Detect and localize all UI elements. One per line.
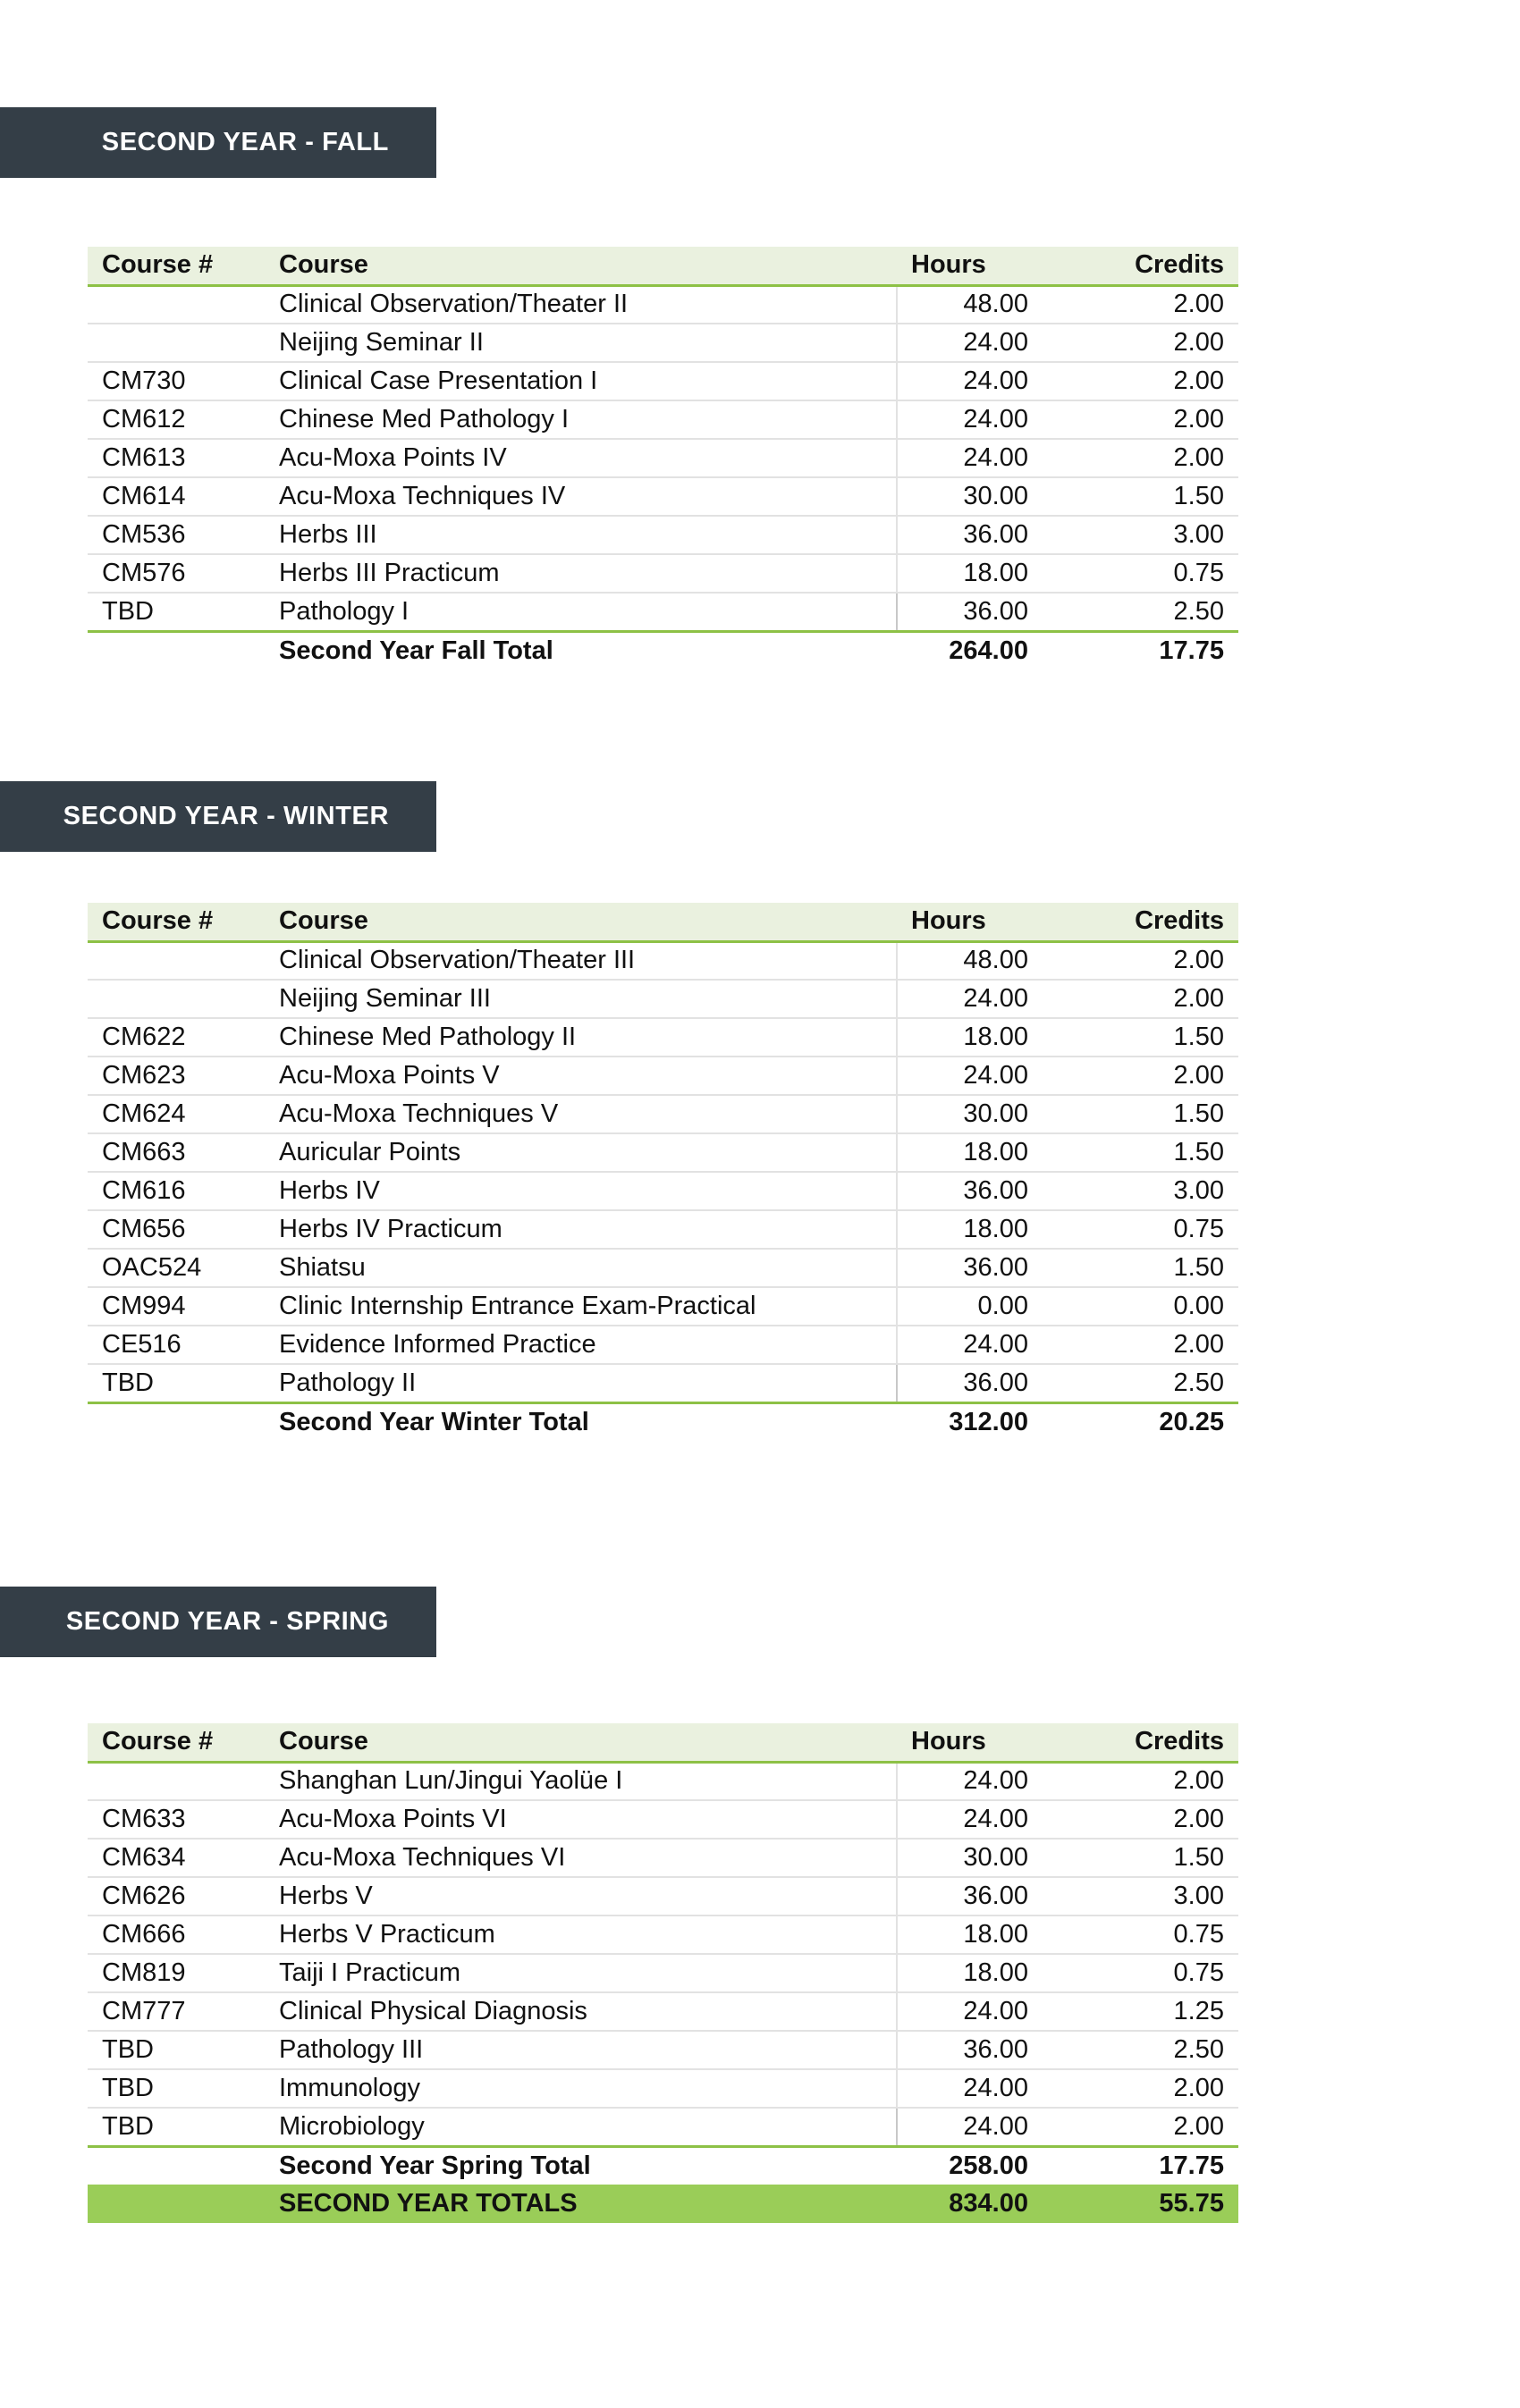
course-name: Acu-Moxa Points V: [265, 1057, 897, 1095]
table-row: [88, 1210, 1238, 1249]
course-hours: 36.00: [897, 2031, 1043, 2069]
section-banner-spring: [0, 1587, 436, 1657]
course-table-fall: [88, 247, 1238, 669]
course-hours: 24.00: [897, 324, 1043, 362]
course-name: Auricular Points: [265, 1133, 897, 1172]
course-hours: 18.00: [897, 1133, 1043, 1172]
course-credits: 2.00: [1043, 1057, 1238, 1095]
course-number: TBD: [88, 593, 265, 631]
course-credits: 1.50: [1043, 1133, 1238, 1172]
course-number: CM994: [88, 1287, 265, 1326]
table-row: [88, 2108, 1238, 2146]
course-hours: 24.00: [897, 980, 1043, 1018]
course-hours: 24.00: [897, 2069, 1043, 2108]
course-credits: 3.00: [1043, 1172, 1238, 1210]
course-number: CM616: [88, 1172, 265, 1210]
col-header-hours: Hours: [897, 903, 1043, 941]
section-banner-fall: [0, 107, 436, 178]
course-number: [88, 324, 265, 362]
table-row: [88, 2069, 1238, 2108]
total-credits: 17.75: [1159, 636, 1224, 665]
course-name: Acu-Moxa Techniques IV: [265, 477, 897, 516]
course-hours: 36.00: [897, 1877, 1043, 1915]
course-hours: 30.00: [897, 1839, 1043, 1877]
table-row: [88, 1992, 1238, 2031]
grand-total-label: SECOND YEAR TOTALS: [265, 2185, 897, 2223]
col-header-course-num: Course #: [88, 903, 265, 941]
course-name: Herbs IV: [265, 1172, 897, 1210]
course-number: CM613: [88, 439, 265, 477]
course-table-winter: [88, 903, 1238, 1441]
course-number: [88, 1762, 265, 1800]
course-hours: 18.00: [897, 1915, 1043, 1954]
col-header-course: Course: [265, 1723, 897, 1762]
course-name: Neijing Seminar II: [265, 324, 897, 362]
section-title-spring: SECOND YEAR - SPRING: [65, 1607, 389, 1636]
course-name: Clinical Observation/Theater II: [265, 285, 897, 324]
course-credits: 0.00: [1043, 1287, 1238, 1326]
course-number: CM622: [88, 1018, 265, 1057]
course-name: Shanghan Lun/Jingui Yaolüe I: [265, 1762, 897, 1800]
course-name: Acu-Moxa Points VI: [265, 1800, 897, 1839]
course-number: CM777: [88, 1992, 265, 2031]
table-row: [88, 1095, 1238, 1133]
course-number: CM663: [88, 1133, 265, 1172]
table-header-row: [88, 903, 1238, 941]
course-name: Herbs III Practicum: [265, 554, 897, 593]
course-number: CM624: [88, 1095, 265, 1133]
grand-total-credits: 55.75: [1043, 2185, 1238, 2223]
section-title-winter: SECOND YEAR - WINTER: [63, 802, 389, 830]
course-hours: 18.00: [897, 1210, 1043, 1249]
course-number: CM576: [88, 554, 265, 593]
course-number: CM666: [88, 1915, 265, 1954]
course-hours: 36.00: [897, 1249, 1043, 1287]
course-credits: 2.00: [1043, 400, 1238, 439]
total-row-fall: [88, 631, 1238, 669]
total-hours: 258.00: [949, 2151, 1028, 2180]
course-credits: 2.00: [1043, 362, 1238, 400]
total-hours: 264.00: [949, 636, 1028, 665]
table-row: [88, 1018, 1238, 1057]
course-number: CE516: [88, 1326, 265, 1364]
course-hours: 36.00: [897, 516, 1043, 554]
col-header-course-num: Course #: [88, 247, 265, 285]
course-credits: 1.50: [1043, 1249, 1238, 1287]
course-hours: 36.00: [897, 1364, 1043, 1402]
grand-total-hours: 834.00: [897, 2185, 1043, 2223]
table-header-row: [88, 1723, 1238, 1762]
course-credits: 1.50: [1043, 1095, 1238, 1133]
table-row: [88, 1249, 1238, 1287]
course-hours: 24.00: [897, 1762, 1043, 1800]
table-row: [88, 362, 1238, 400]
course-name: Neijing Seminar III: [265, 980, 897, 1018]
col-header-hours: Hours: [897, 1723, 1043, 1762]
course-credits: 2.00: [1043, 1326, 1238, 1364]
total-label: Second Year Winter Total: [279, 1407, 589, 1436]
course-credits: 1.50: [1043, 1839, 1238, 1877]
course-hours: 18.00: [897, 1954, 1043, 1992]
course-name: Clinical Case Presentation I: [265, 362, 897, 400]
course-number: CM614: [88, 477, 265, 516]
course-credits: 0.75: [1043, 1210, 1238, 1249]
course-hours: 24.00: [897, 400, 1043, 439]
course-hours: 24.00: [897, 362, 1043, 400]
table-row: [88, 439, 1238, 477]
course-number: CM626: [88, 1877, 265, 1915]
course-credits: 2.00: [1043, 1762, 1238, 1800]
course-hours: 0.00: [897, 1287, 1043, 1326]
course-name: Microbiology: [265, 2108, 897, 2146]
table-row: [88, 1877, 1238, 1915]
total-hours: 312.00: [949, 1407, 1028, 1436]
course-credits: 2.00: [1043, 439, 1238, 477]
table-row: [88, 1172, 1238, 1210]
table-row: [88, 1287, 1238, 1326]
course-number: CM730: [88, 362, 265, 400]
col-header-course-num: Course #: [88, 1723, 265, 1762]
course-number: [88, 941, 265, 980]
course-hours: 24.00: [897, 439, 1043, 477]
course-credits: 0.75: [1043, 1915, 1238, 1954]
course-name: Clinic Internship Entrance Exam-Practical: [265, 1287, 897, 1326]
course-hours: 18.00: [897, 1018, 1043, 1057]
course-hours: 30.00: [897, 477, 1043, 516]
course-number: CM633: [88, 1800, 265, 1839]
course-name: Acu-Moxa Techniques V: [265, 1095, 897, 1133]
table-row: [88, 593, 1238, 631]
course-name: Herbs III: [265, 516, 897, 554]
col-header-credits: Credits: [1043, 1723, 1238, 1762]
course-name: Herbs V Practicum: [265, 1915, 897, 1954]
grand-total-row: [88, 2185, 1238, 2223]
table-row: [88, 1800, 1238, 1839]
table-row: [88, 2031, 1238, 2069]
course-name: Clinical Observation/Theater III: [265, 941, 897, 980]
course-name: Herbs V: [265, 1877, 897, 1915]
course-number: OAC524: [88, 1249, 265, 1287]
table-row: [88, 1762, 1238, 1800]
course-hours: 30.00: [897, 1095, 1043, 1133]
table-row: [88, 324, 1238, 362]
table-row: [88, 1364, 1238, 1402]
course-number: TBD: [88, 2108, 265, 2146]
total-row-winter: [88, 1402, 1238, 1441]
course-name: Shiatsu: [265, 1249, 897, 1287]
course-credits: 2.50: [1043, 593, 1238, 631]
col-header-course: Course: [265, 903, 897, 941]
col-header-credits: Credits: [1043, 247, 1238, 285]
course-hours: 24.00: [897, 1992, 1043, 2031]
course-number: CM623: [88, 1057, 265, 1095]
course-credits: 2.50: [1043, 2031, 1238, 2069]
course-credits: 2.00: [1043, 285, 1238, 324]
table-row: [88, 1954, 1238, 1992]
course-number: [88, 980, 265, 1018]
table-row: [88, 400, 1238, 439]
course-hours: 48.00: [897, 285, 1043, 324]
course-credits: 2.00: [1043, 1800, 1238, 1839]
course-number: CM536: [88, 516, 265, 554]
course-hours: 24.00: [897, 1057, 1043, 1095]
table-row: [88, 1133, 1238, 1172]
course-name: Immunology: [265, 2069, 897, 2108]
table-row: [88, 1839, 1238, 1877]
course-name: Chinese Med Pathology II: [265, 1018, 897, 1057]
course-number: TBD: [88, 2069, 265, 2108]
course-name: Pathology I: [265, 593, 897, 631]
course-name: Pathology II: [265, 1364, 897, 1402]
table-header-row: [88, 247, 1238, 285]
total-row-spring: [88, 2146, 1238, 2185]
table-row: [88, 980, 1238, 1018]
course-name: Pathology III: [265, 2031, 897, 2069]
total-label: Second Year Spring Total: [279, 2151, 591, 2180]
course-name: Clinical Physical Diagnosis: [265, 1992, 897, 2031]
col-header-credits: Credits: [1043, 903, 1238, 941]
course-hours: 36.00: [897, 593, 1043, 631]
course-credits: 3.00: [1043, 516, 1238, 554]
course-name: Herbs IV Practicum: [265, 1210, 897, 1249]
course-name: Acu-Moxa Points IV: [265, 439, 897, 477]
course-number: TBD: [88, 1364, 265, 1402]
course-credits: 1.50: [1043, 477, 1238, 516]
table-row: [88, 941, 1238, 980]
course-credits: 1.25: [1043, 1992, 1238, 2031]
course-credits: 2.00: [1043, 324, 1238, 362]
table-row: [88, 1326, 1238, 1364]
course-number: CM612: [88, 400, 265, 439]
table-row: [88, 1057, 1238, 1095]
total-credits: 17.75: [1159, 2151, 1224, 2180]
course-name: Chinese Med Pathology I: [265, 400, 897, 439]
course-hours: 48.00: [897, 941, 1043, 980]
course-credits: 0.75: [1043, 1954, 1238, 1992]
course-number: [88, 285, 265, 324]
section-title-fall: SECOND YEAR - FALL: [101, 128, 389, 156]
course-name: Taiji I Practicum: [265, 1954, 897, 1992]
course-number: CM634: [88, 1839, 265, 1877]
course-credits: 2.50: [1043, 1364, 1238, 1402]
total-label: Second Year Fall Total: [279, 636, 553, 665]
course-hours: 24.00: [897, 1800, 1043, 1839]
total-credits: 20.25: [1159, 1407, 1224, 1436]
course-hours: 18.00: [897, 554, 1043, 593]
section-banner-winter: [0, 781, 436, 852]
course-credits: 1.50: [1043, 1018, 1238, 1057]
course-hours: 24.00: [897, 1326, 1043, 1364]
col-header-hours: Hours: [897, 247, 1043, 285]
course-name: Acu-Moxa Techniques VI: [265, 1839, 897, 1877]
col-header-course: Course: [265, 247, 897, 285]
table-row: [88, 516, 1238, 554]
course-credits: 3.00: [1043, 1877, 1238, 1915]
course-hours: 24.00: [897, 2108, 1043, 2146]
table-row: [88, 554, 1238, 593]
course-credits: 2.00: [1043, 980, 1238, 1018]
course-number: TBD: [88, 2031, 265, 2069]
course-credits: 2.00: [1043, 941, 1238, 980]
course-number: CM819: [88, 1954, 265, 1992]
table-row: [88, 285, 1238, 324]
course-hours: 36.00: [897, 1172, 1043, 1210]
course-table-spring: [88, 1723, 1238, 2223]
course-number: CM656: [88, 1210, 265, 1249]
course-name: Evidence Informed Practice: [265, 1326, 897, 1364]
table-row: [88, 477, 1238, 516]
course-credits: 0.75: [1043, 554, 1238, 593]
course-credits: 2.00: [1043, 2069, 1238, 2108]
course-credits: 2.00: [1043, 2108, 1238, 2146]
table-row: [88, 1915, 1238, 1954]
